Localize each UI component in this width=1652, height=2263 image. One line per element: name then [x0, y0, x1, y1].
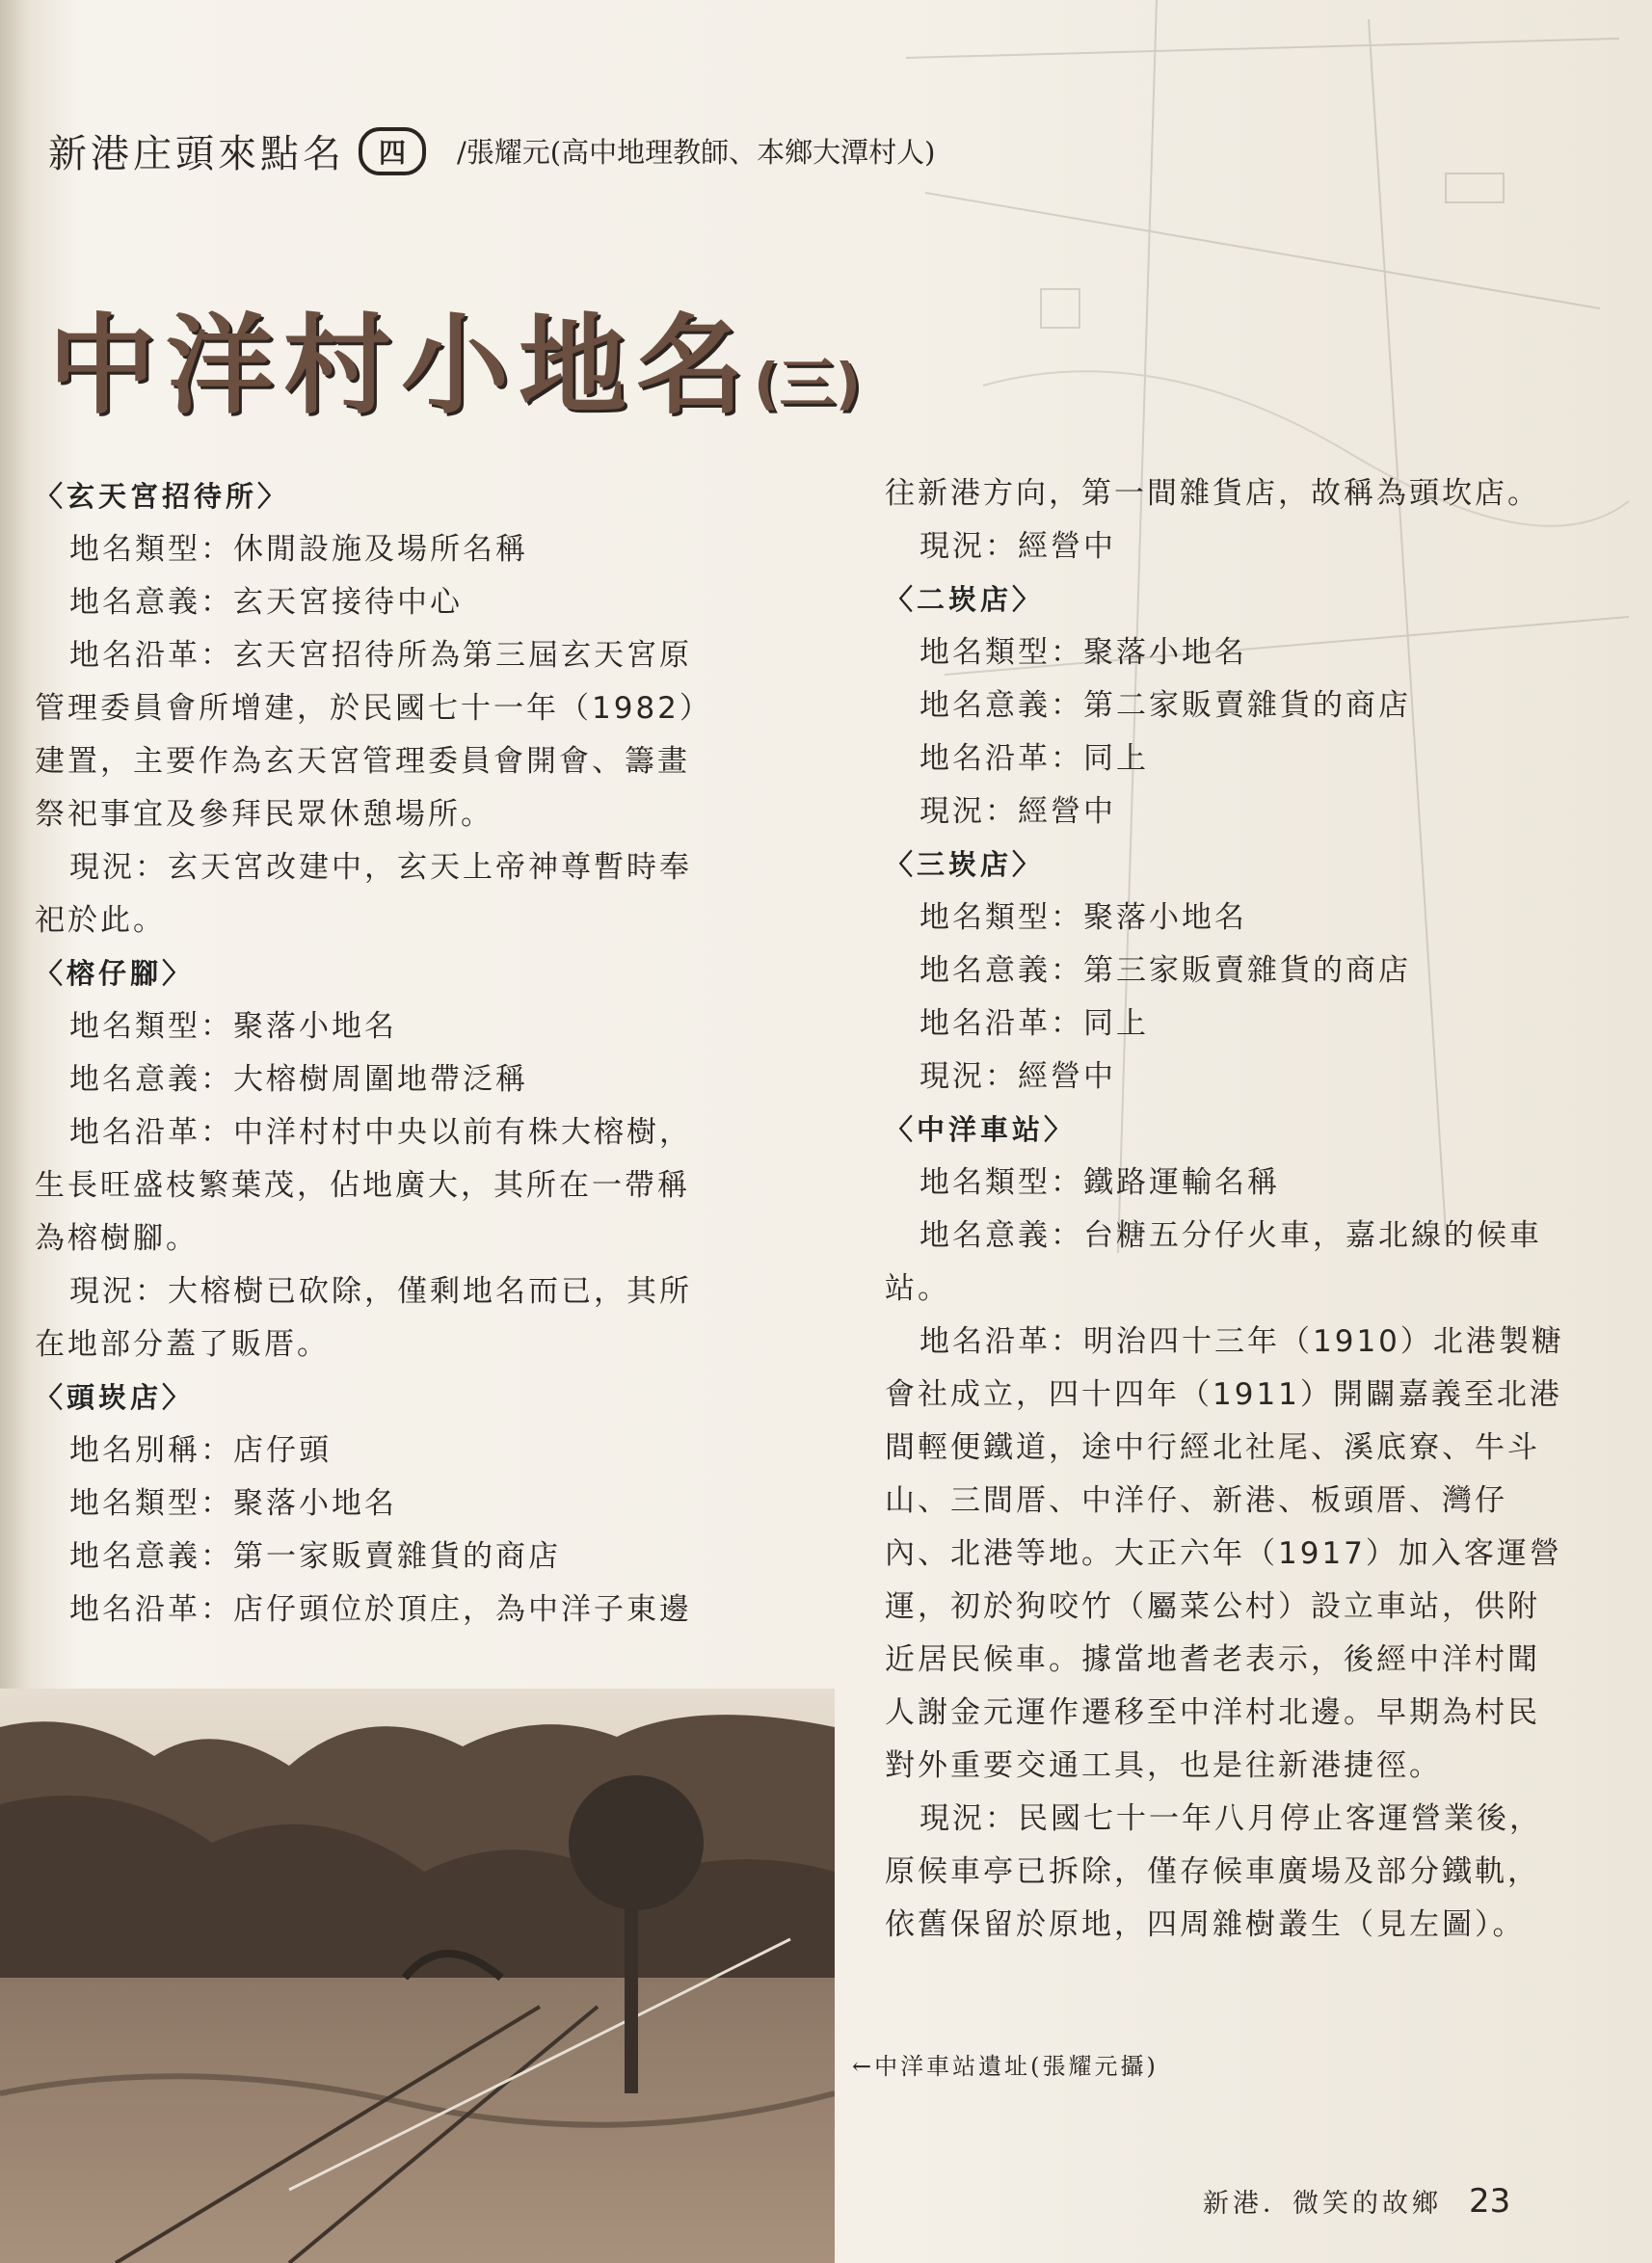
- paragraph-line: 現況：玄天宮改建中，玄天上帝神尊暫時奉: [69, 850, 692, 885]
- entry-line: 地名類型：鐵路運輸名稱: [919, 1165, 1280, 1200]
- author-line: /張耀元(高中地理教師、本鄉大潭村人): [457, 136, 936, 169]
- paragraph-line: 地名沿革：中洋村村中央以前有株大榕樹，: [69, 1115, 692, 1150]
- paragraph-line: 內、北港等地。大正六年（1917）加入客運營: [885, 1536, 1562, 1571]
- section-title: 〈二崁店〉: [885, 583, 1045, 616]
- footer-text: 新港．微笑的故鄉: [1203, 2189, 1442, 2219]
- paragraph-line: 為榕樹腳。: [35, 1221, 199, 1256]
- paragraph-line: 地名沿革：玄天宮招待所為第三屆玄天宮原: [69, 638, 692, 673]
- paragraph-line: 生長旺盛枝繁葉茂，佔地廣大，其所在一帶稱: [35, 1168, 690, 1203]
- right-column: [885, 467, 1579, 1952]
- article-title: [48, 280, 861, 435]
- entry-line: 地名類型：聚落小地名: [919, 900, 1247, 935]
- paragraph-line: 管理委員會所增建，於民國七十一年（1982）: [35, 691, 712, 726]
- paragraph-line: 依舊保留於原地，四周雜樹叢生（見左圖）。: [885, 1907, 1526, 1942]
- entry-line: 地名沿革：同上: [919, 741, 1149, 776]
- entry-line: 地名沿革：店仔頭位於頂庄，為中洋子東邊: [69, 1592, 692, 1627]
- entry-line: 地名意義：第二家販賣雜貨的商店: [919, 688, 1411, 723]
- section-title: 〈玄天宮招待所〉: [35, 480, 290, 513]
- paragraph-line: 祭祀事宜及參拜民眾休憩場所。: [35, 797, 493, 832]
- section-title: 〈頭崁店〉: [35, 1381, 195, 1414]
- paragraph-line: 會社成立，四十四年（1911）開闢嘉義至北港: [885, 1377, 1562, 1412]
- entry-line: 地名類型：聚落小地名: [69, 1486, 397, 1521]
- paragraph-line: 山、三間厝、中洋仔、新港、板頭厝、灣仔: [885, 1483, 1507, 1518]
- paragraph-line: 現況：大榕樹已砍除，僅剩地名而已，其所: [69, 1274, 692, 1309]
- article-volume: (三): [754, 351, 862, 416]
- article-title-text: 中洋村小地名: [48, 304, 754, 429]
- paragraph-line: 間輕便鐵道，途中行經北社尾、溪底寮、牛斗: [885, 1430, 1540, 1465]
- section-title: 〈榕仔腳〉: [35, 957, 195, 990]
- paragraph-line: 對外重要交通工具，也是往新港捷徑。: [885, 1748, 1442, 1783]
- section-title: 〈中洋車站〉: [885, 1113, 1077, 1146]
- paragraph-line: 往新港方向，第一間雜貨店，故稱為頭坎店。: [885, 476, 1540, 511]
- paragraph-line: 人謝金元運作遷移至中洋村北邊。早期為村民: [885, 1695, 1540, 1730]
- page-number: 23: [1469, 2182, 1511, 2221]
- entry-line: 地名意義：玄天宮接待中心: [69, 585, 463, 620]
- paragraph-line: 原候車亭已拆除，僅存候車廣場及部分鐵軌，: [885, 1854, 1540, 1889]
- series-header: [48, 123, 935, 178]
- paragraph-line: 祀於此。: [35, 903, 166, 938]
- entry-line: 地名意義：第三家販賣雜貨的商店: [919, 953, 1411, 988]
- paragraph-line: 地名沿革：明治四十三年（1910）北港製糖: [919, 1324, 1564, 1359]
- left-column: [35, 470, 835, 1637]
- section-title: 〈三崁店〉: [885, 848, 1045, 881]
- entry-line: 地名意義：大榕樹周圍地帶泛稱: [69, 1062, 528, 1097]
- entry-line: 現況：經營中: [919, 529, 1116, 564]
- page-footer: [1203, 2182, 1510, 2221]
- entry-line: 地名類型：休閒設施及場所名稱: [69, 532, 528, 567]
- series-title: 新港庄頭來點名: [48, 132, 345, 176]
- entry-line: 地名類型：聚落小地名: [69, 1009, 397, 1044]
- series-number-badge: 四: [359, 127, 426, 175]
- entry-line: 地名意義：台糖五分仔火車，嘉北線的候車: [919, 1218, 1542, 1253]
- entry-line: 地名意義：第一家販賣雜貨的商店: [69, 1539, 561, 1574]
- entry-line: 地名沿革：同上: [919, 1006, 1149, 1041]
- paragraph-line: 近居民候車。據當地耆老表示，後經中洋村聞: [885, 1642, 1540, 1677]
- paragraph-line: 在地部分蓋了販厝。: [35, 1327, 330, 1362]
- entry-line: 地名別稱：店仔頭: [69, 1433, 332, 1468]
- paragraph-line: 站。: [885, 1271, 950, 1306]
- entry-line: 現況：經營中: [919, 794, 1116, 829]
- entry-line: 現況：經營中: [919, 1059, 1116, 1094]
- paragraph-line: 現況：民國七十一年八月停止客運營業後，: [919, 1801, 1542, 1836]
- photo-caption: ←中洋車站遺址(張耀元攝): [852, 2053, 1159, 2080]
- entry-line: 地名類型：聚落小地名: [919, 635, 1247, 670]
- paragraph-line: 建置，主要作為玄天宮管理委員會開會、籌畫: [35, 744, 690, 779]
- paragraph-line: 運，初於狗咬竹（屬菜公村）設立車站，供附: [885, 1589, 1540, 1624]
- station-ruins-photo: [0, 1689, 835, 2263]
